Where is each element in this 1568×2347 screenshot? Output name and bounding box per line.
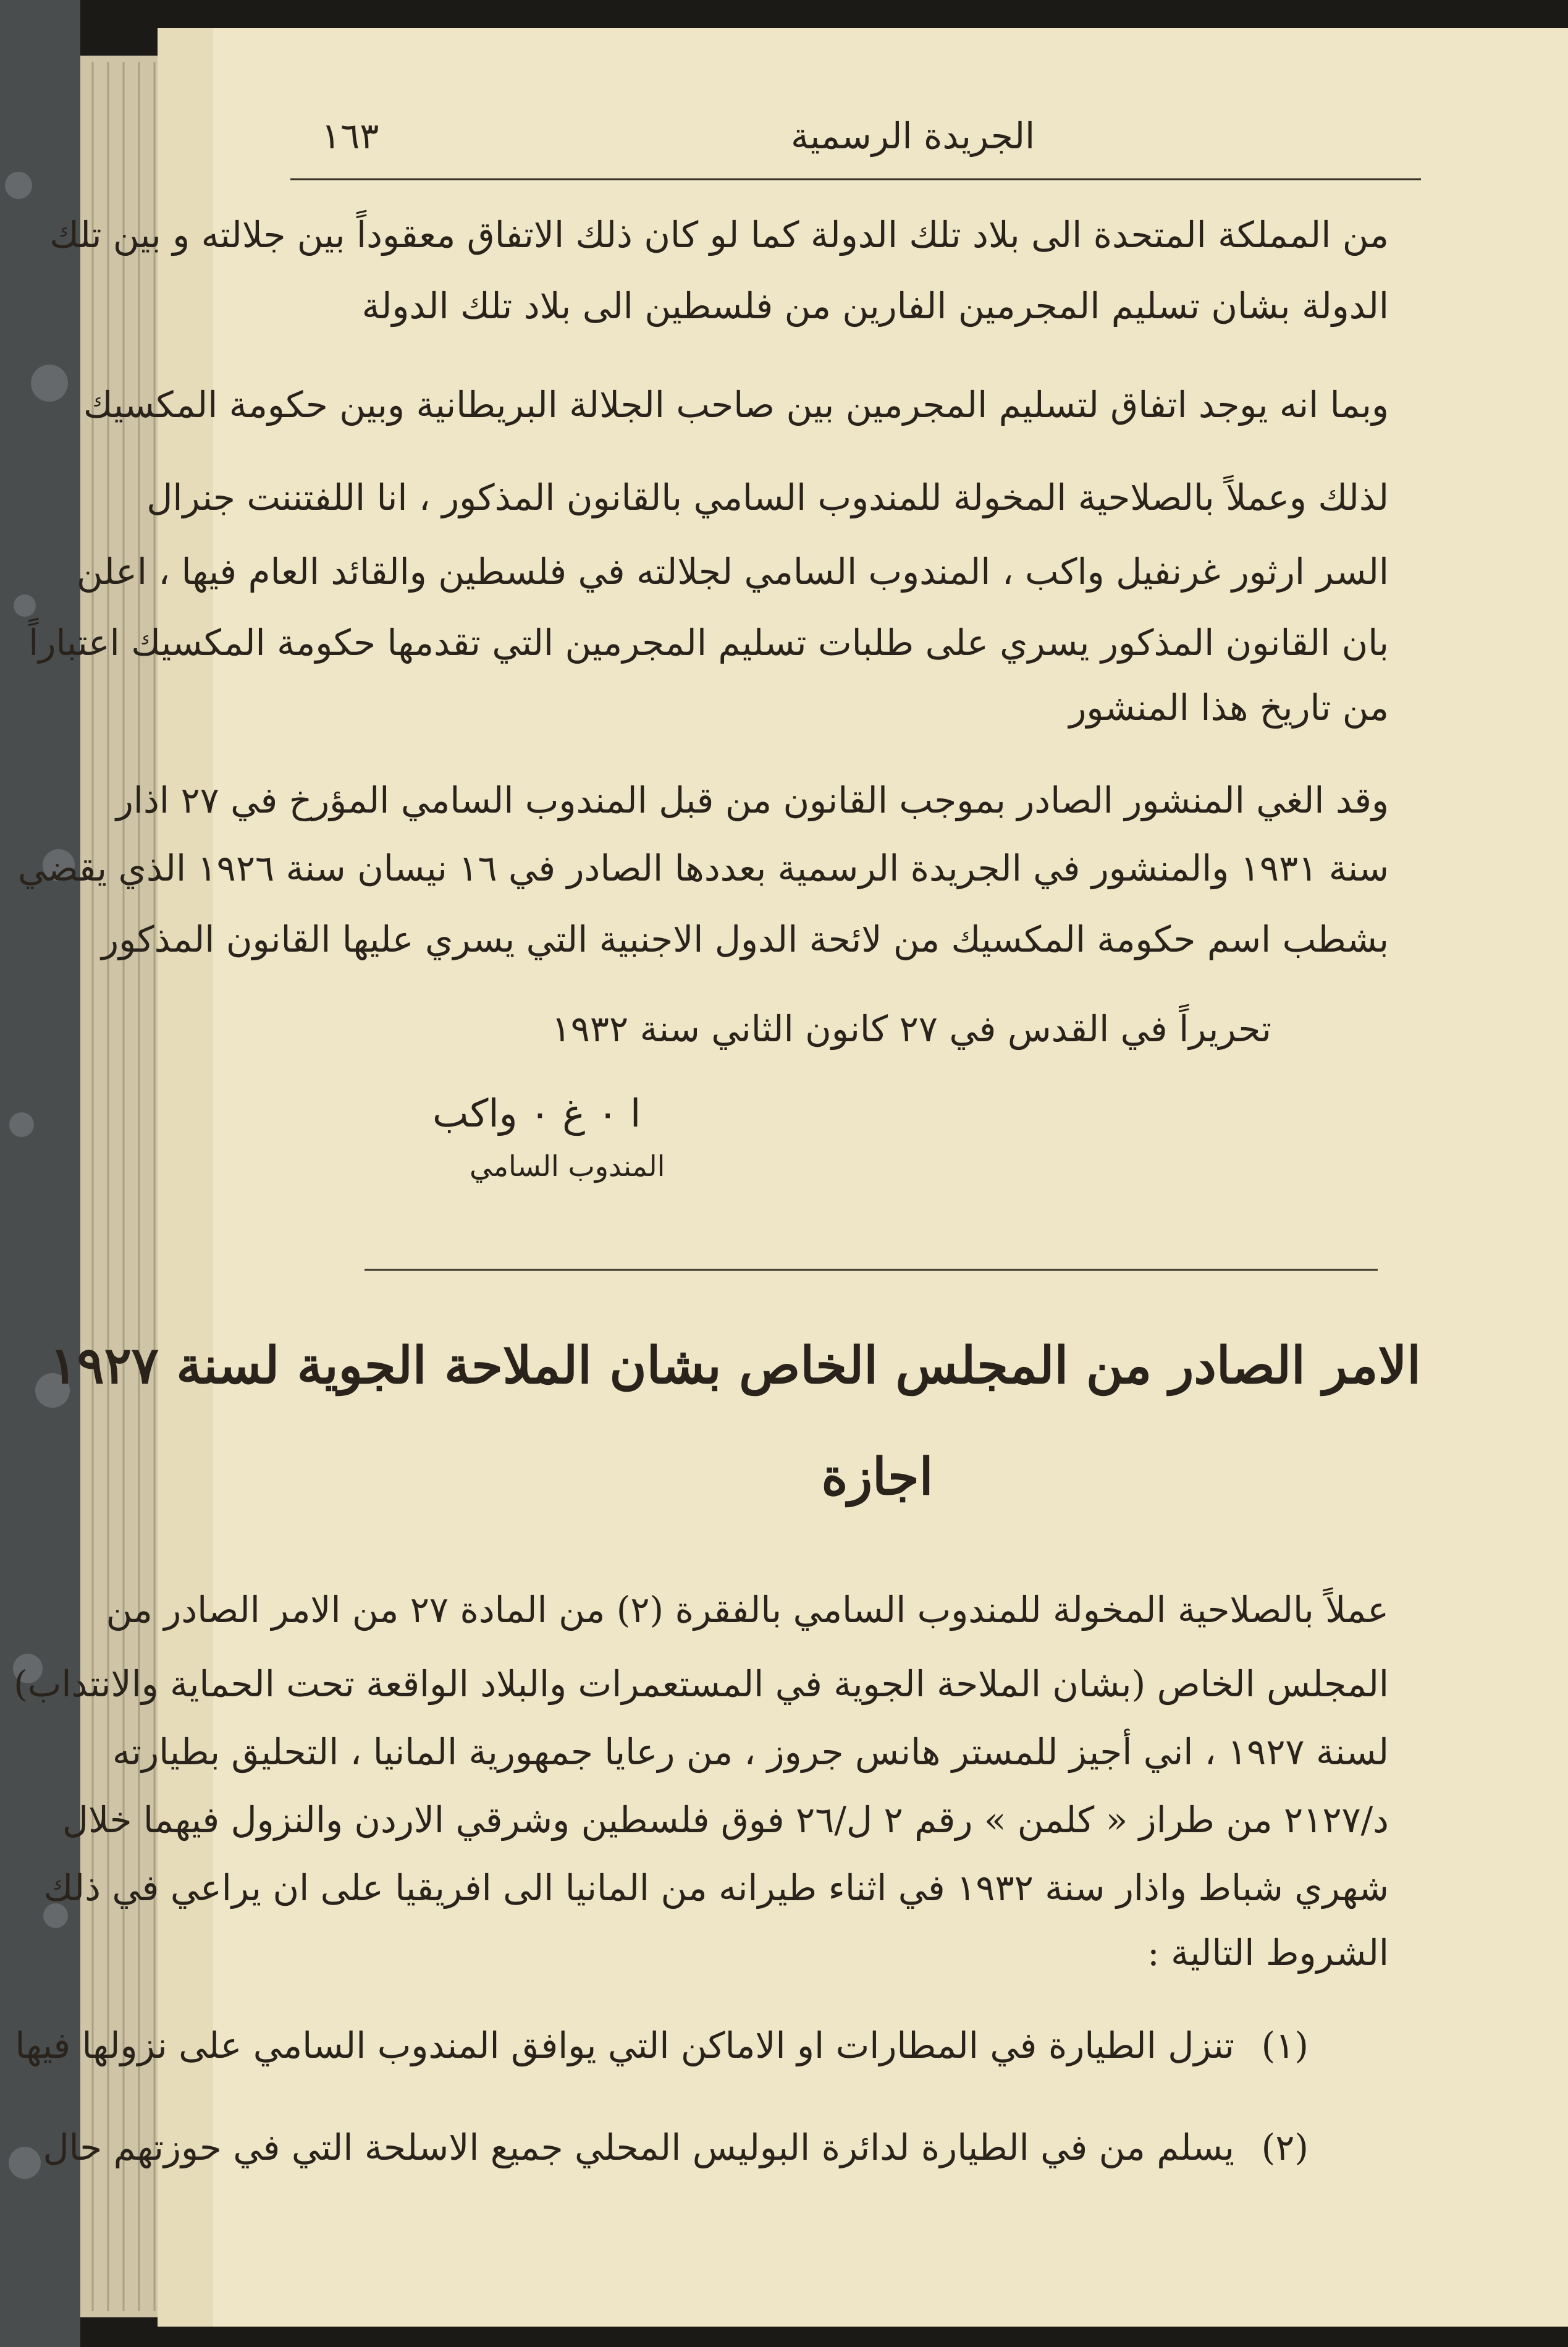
order-subtitle: اجازة [821,1447,934,1507]
dateline: تحريراً في القدس في ٢٧ كانون الثاني سنة ١٩٣٢ [551,1008,1271,1050]
paragraph-line: الدولة بشان تسليم المجرمين الفارين من فلسطين الى بلاد تلك الدولة [361,285,1389,327]
condition-number: (٢) [1261,2126,1309,2168]
condition-text: تنزل الطيارة في المطارات او الاماكن التي يوافق المندوب السامي على نزولها فيها [15,2024,1234,2066]
condition-text: يسلم من في الطيارة لدائرة البوليس المحلي جميع الاسلحة التي في حوزتهم حال [43,2126,1234,2168]
paragraph-line: الشروط التالية : [1147,1932,1389,1974]
paragraph-line: بشطب اسم حكومة المكسيك من لائحة الدول الاجنبية التي يسري عليها القانون المذكور [101,918,1389,960]
running-title: الجريدة الرسمية [791,115,1035,157]
signature-title: المندوب السامي [470,1149,665,1183]
condition-number: (١) [1261,2024,1309,2066]
paragraph-line: من المملكة المتحدة الى بلاد تلك الدولة كما لو كان ذلك الاتفاق معقوداً بين جلالته و بين تلك [49,214,1389,256]
paragraph-line: شهري شباط واذار سنة ١٩٣٢ في اثناء طيرانه من المانيا الى افريقيا على ان يراعي في ذلك [43,1867,1389,1909]
page-number: ١٦٣ [321,115,379,157]
paragraph-line: لذلك وعملاً بالصلاحية المخولة للمندوب السامي بالقانون المذكور ، انا اللفتننت جنرال [146,476,1389,518]
paragraph-line: عملاً بالصلاحية المخولة للمندوب السامي بالفقرة (٢) من المادة ٢٧ من الامر الصادر من [106,1589,1389,1631]
paragraph-line: سنة ١٩٣١ والمنشور في الجريدة الرسمية بعددها الصادر في ١٦ نيسان سنة ١٩٢٦ الذي يقضي [17,847,1389,889]
paragraph-line: د/٢١٢٧ من طراز « كلمن » رقم ٢ ل/٢٦ فوق فلسطين وشرقي الاردن والنزول فيهما خلال [62,1799,1389,1841]
signature-name: ا ٠ غ ٠ واكب [432,1091,641,1136]
paragraph-line: من تاريخ هذا المنشور [1069,687,1389,729]
order-title: الامر الصادر من المجلس الخاص بشان الملاحة الجوية لسنة ١٩٢٧ [49,1336,1421,1395]
paragraph-line: وبما انه يوجد اتفاق لتسليم المجرمين بين صاحب الجلالة البريطانية وبين حكومة المكسيك [83,384,1389,426]
paragraph-line: وقد الغي المنشور الصادر بموجب القانون من قبل المندوب السامي المؤرخ في ٢٧ اذار [116,779,1389,821]
paragraph-line: السر ارثور غرنفيل واكب ، المندوب السامي لجلالته في فلسطين والقائد العام فيها ، اعلن [76,551,1389,593]
paragraph-line: لسنة ١٩٢٧ ، اني أجيز للمستر هانس جروز ، من رعايا جمهورية المانيا ، التحليق بطيارته [112,1731,1389,1773]
paragraph-line: المجلس الخاص (بشان الملاحة الجوية في المستعمرات والبلاد الواقعة تحت الحماية والانتداب) [14,1663,1389,1705]
paragraph-line: بان القانون المذكور يسري على طلبات تسليم المجرمين التي تقدمها حكومة المكسيك اعتباراً [28,622,1389,664]
